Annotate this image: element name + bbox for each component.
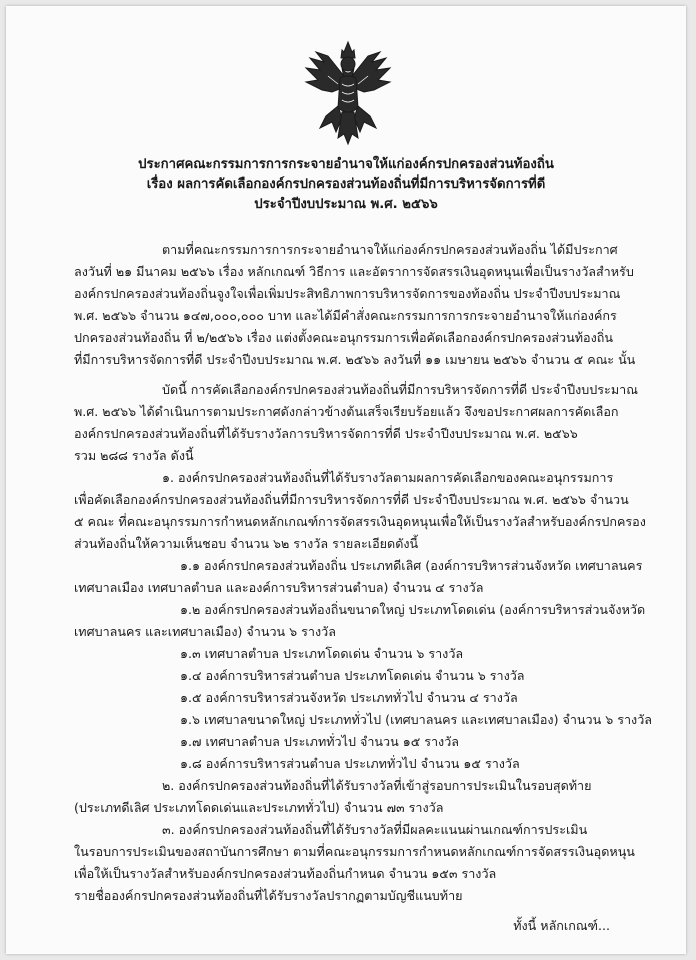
paragraph-line: ส่วนท้องถิ่นให้ความเห็นชอบ จำนวน ๖๒ รางวัล รายละเอียดดังนี้ (74, 536, 419, 551)
sub-list-item: ๑.๘ องค์การบริหารส่วนตำบล ประเภททั่วไป จำนวน ๑๕ รางวัล (180, 756, 520, 771)
paragraph-line: พ.ศ. ๒๕๖๖ จำนวน ๑๔๗,๐๐๐,๐๐๐ บาท และได้มีคำสั่งคณะกรรมการการกระจายอำนาจให้แก่องค์กร (74, 308, 617, 323)
continuation-note: ทั้งนี้ หลักเกณฑ์... (513, 918, 610, 933)
paragraph-line: ในรอบการประเมินของสถาบันการศึกษา ตามที่คณะอนุกรรมการกำหนดหลักเกณฑ์การจัดสรรเงินอุดหนุน (74, 844, 635, 859)
paragraph-line: ตามที่คณะกรรมการการกระจายอำนาจให้แก่องค์กรปกครองส่วนท้องถิ่น ได้มีประกาศ (162, 242, 618, 257)
sub-list-item: ๑.๒ องค์กรปกครองส่วนท้องถิ่นขนาดใหญ่ ประเภทโดดเด่น (องค์การบริหารส่วนจังหวัด (180, 602, 646, 617)
sub-list-item: ๑.๕ องค์การบริหารส่วนจังหวัด ประเภททั่วไป จำนวน ๔ รางวัล (180, 690, 518, 705)
paragraph-line: ลงวันที่ ๒๑ มีนาคม ๒๕๖๖ เรื่อง หลักเกณฑ์ วิธีการ และอัตราการจัดสรรเงินอุดหนุนเพื่อเป็นรางวัลสำหรับ (74, 264, 634, 279)
paragraph-line: พ.ศ. ๒๕๖๖ ได้ดำเนินการตามประกาศดังกล่าวข้างต้นเสร็จเรียบร้อยแล้ว จึงขอประกาศผลการคัดเลือก (74, 404, 619, 419)
announcement-subject: เรื่อง ผลการคัดเลือกองค์กรปกครองส่วนท้องถิ่นที่มีการบริหารจัดการที่ดี (146, 177, 546, 192)
paragraph-line: ปกครองส่วนท้องถิ่น ที่ ๒/๒๕๖๖ เรื่อง แต่งตั้งคณะอนุกรรมการเพื่อคัดเลือกองค์กรปกครองส่วนท้องถิ่น (74, 330, 613, 345)
paragraph-line: เทศบาลเมือง เทศบาลตำบล และองค์การบริหารส่วนตำบล) จำนวน ๔ รางวัล (74, 580, 484, 595)
paragraph-line: เพื่อคัดเลือกองค์กรปกครองส่วนท้องถิ่นที่มีการบริหารจัดการที่ดี ประจำปีงบประมาณ พ.ศ. ๒๕๖๖ จำนวน (74, 492, 629, 507)
paragraph-line: ๕ คณะ ที่คณะอนุกรรมการกำหนดหลักเกณฑ์การจัดสรรเงินอุดหนุนเพื่อให้เป็นรางวัลสำหรับองค์กรปกครอง (74, 514, 646, 529)
paragraph-line: (ประเภทดีเลิศ ประเภทโดดเด่นและประเภททั่วไป) จำนวน ๗๓ รางวัล (74, 800, 444, 815)
sub-list-item: ๑.๓ เทศบาลตำบล ประเภทโดดเด่น จำนวน ๖ รางวัล (180, 646, 464, 661)
paragraph-line: รายชื่อองค์กรปกครองส่วนท้องถิ่นที่ได้รับรางวัลปรากฏตามบัญชีแนบท้าย (74, 888, 463, 903)
paragraph-line: องค์กรปกครองส่วนท้องถิ่นที่ได้รับรางวัลการบริหารจัดการที่ดี ประจำปีงบประมาณ พ.ศ. ๒๕๖๖ (74, 426, 578, 441)
paragraph-line: เพื่อให้เป็นรางวัลสำหรับองค์กรปกครองส่วนท้องถิ่นกำหนด จำนวน ๑๕๓ รางวัล (74, 866, 497, 881)
list-item: ๓. องค์กรปกครองส่วนท้องถิ่นที่ได้รับรางวัลที่มีผลคะแนนผ่านเกณฑ์การประเมิน (162, 822, 588, 837)
paragraph-line: บัดนี้ การคัดเลือกองค์กรปกครองส่วนท้องถิ่นที่มีการบริหารจัดการที่ดี ประจำปีงบประมาณ (162, 382, 638, 397)
paragraph-line: เทศบาลนคร และเทศบาลเมือง) จำนวน ๖ รางวัล (74, 624, 336, 639)
sub-list-item: ๑.๔ องค์การบริหารส่วนตำบล ประเภทโดดเด่น จำนวน ๖ รางวัล (180, 668, 525, 683)
list-item: ๒. องค์กรปกครองส่วนท้องถิ่นที่ได้รับรางวัลที่เข้าสู่รอบการประเมินในรอบสุดท้าย (162, 778, 592, 793)
announcement-fiscal-year: ประจำปีงบประมาณ พ.ศ. ๒๕๖๖ (254, 197, 438, 212)
paragraph-line: รวม ๒๘๘ รางวัล ดังนี้ (74, 448, 194, 463)
paragraph-line: ที่มีการบริหารจัดการที่ดี ประจำปีงบประมาณ พ.ศ. ๒๕๖๖ ลงวันที่ ๑๑ เมษายน ๒๕๖๖ จำนวน ๕ คณะ นั้น (74, 352, 636, 367)
garuda-emblem-icon (298, 38, 398, 148)
sub-list-item: ๑.๖ เทศบาลขนาดใหญ่ ประเภททั่วไป (เทศบาลนคร และเทศบาลเมือง) จำนวน ๖ รางวัล (180, 712, 652, 727)
paragraph-line: องค์กรปกครองส่วนท้องถิ่นจูงใจเพื่อเพิ่มประสิทธิภาพการบริหารจัดการของท้องถิ่น ประจำปีงบประมาณ (74, 286, 621, 301)
list-item: ๑. องค์กรปกครองส่วนท้องถิ่นที่ได้รับรางวัลตามผลการคัดเลือกของคณะอนุกรรมการ (162, 470, 614, 485)
sub-list-item: ๑.๗ เทศบาลตำบล ประเภททั่วไป จำนวน ๑๕ รางวัล (180, 734, 459, 749)
document-page (6, 6, 686, 954)
announcement-title: ประกาศคณะกรรมการการกระจายอำนาจให้แก่องค์กรปกครองส่วนท้องถิ่น (138, 157, 554, 172)
sub-list-item: ๑.๑ องค์กรปกครองส่วนท้องถิ่น ประเภทดีเลิศ (องค์การบริหารส่วนจังหวัด เทศบาลนคร (180, 558, 643, 573)
